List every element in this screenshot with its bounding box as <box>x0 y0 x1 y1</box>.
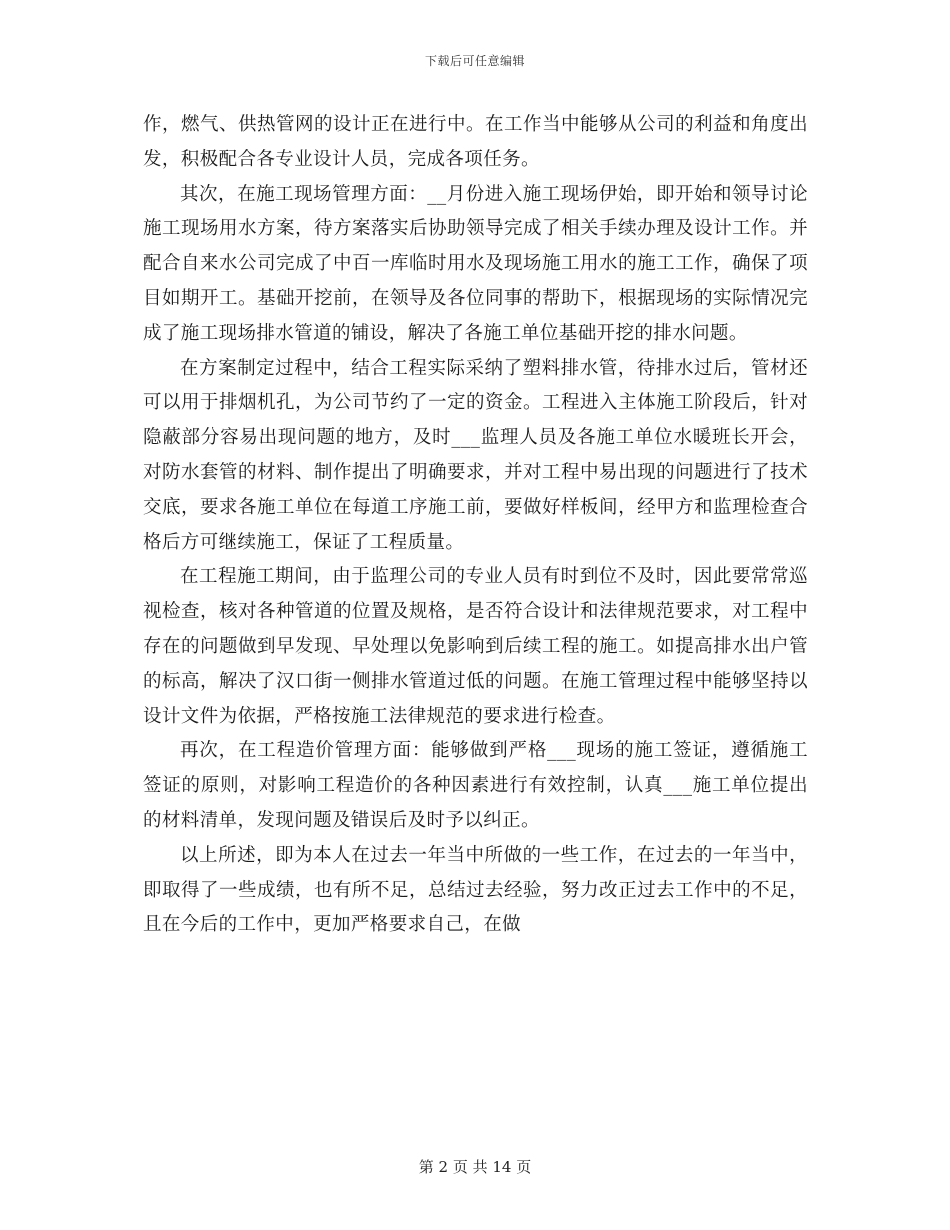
paragraph-cost-management: 再次，在工程造价管理方面：能够做到严格___现场的施工签证，遵循施工签证的原则，对影响工程造价的各种因素进行有效控制，认真___施工单位提出的材料清单，发现问题及错误后及时予以纠正。 <box>143 740 808 831</box>
paragraph-plan-formulation: 在方案制定过程中，结合工程实际采纳了塑料排水管，待排水过后，管材还可以用于排烟机孔，为公司节约了一定的资金。工程进入主体施工阶段后，针对隐蔽部分容易出现问题的地方，及时___监理人员及各施工单位水暖班长开会，对防水套管的材料、制作提出了明确要求，并对工程中易出现的问题进行了技术交底，要求各施工单位在每道工序施工前，要做好样板间，经甲方和监理检查合格后方可继续施工，保证了工程质量。 <box>143 357 808 553</box>
document-body <box>143 108 808 943</box>
paragraph-continuation: 作，燃气、供热管网的设计正在进行中。在工作当中能够从公司的利益和角度出发，积极配合各专业设计人员，完成各项任务。 <box>143 114 808 170</box>
paragraph-site-management: 其次，在施工现场管理方面：__月份进入施工现场伊始，即开始和领导讨论施工现场用水方案，待方案落实后协助领导完成了相关手续办理及设计工作。并配合自来水公司完成了中百一库临时用水及现场施工用水的施工工作，确保了项目如期开工。基础开挖前，在领导及各位同事的帮助下，根据现场的实际情况完成了施工现场排水管道的铺设，解决了各施工单位基础开挖的排水问题。 <box>143 183 808 344</box>
paragraph-summary: 以上所述，即为本人在过去一年当中所做的一些工作，在过去的一年当中，即取得了一些成绩，也有所不足，总结过去经验，努力改正过去工作中的不足，且在今后的工作中，更加严格要求自己，在做 <box>143 844 808 936</box>
page-number: 第 2 页 共 14 页 <box>418 1158 532 1176</box>
paragraph-construction-period: 在工程施工期间，由于监理公司的专业人员有时到位不及时，因此要常常巡视检查，核对各种管道的位置及规格，是否符合设计和法律规范要求，对工程中存在的问题做到早发现、早处理以免影响到后续工程的施工。如提高排水出户管的标高，解决了汉口街一侧排水管道过低的问题。在施工管理过程中能够坚持以设计文件为依据，严格按施工法律规范的要求进行检查。 <box>143 566 808 727</box>
page-header: 下载后可任意编辑 <box>424 54 525 68</box>
